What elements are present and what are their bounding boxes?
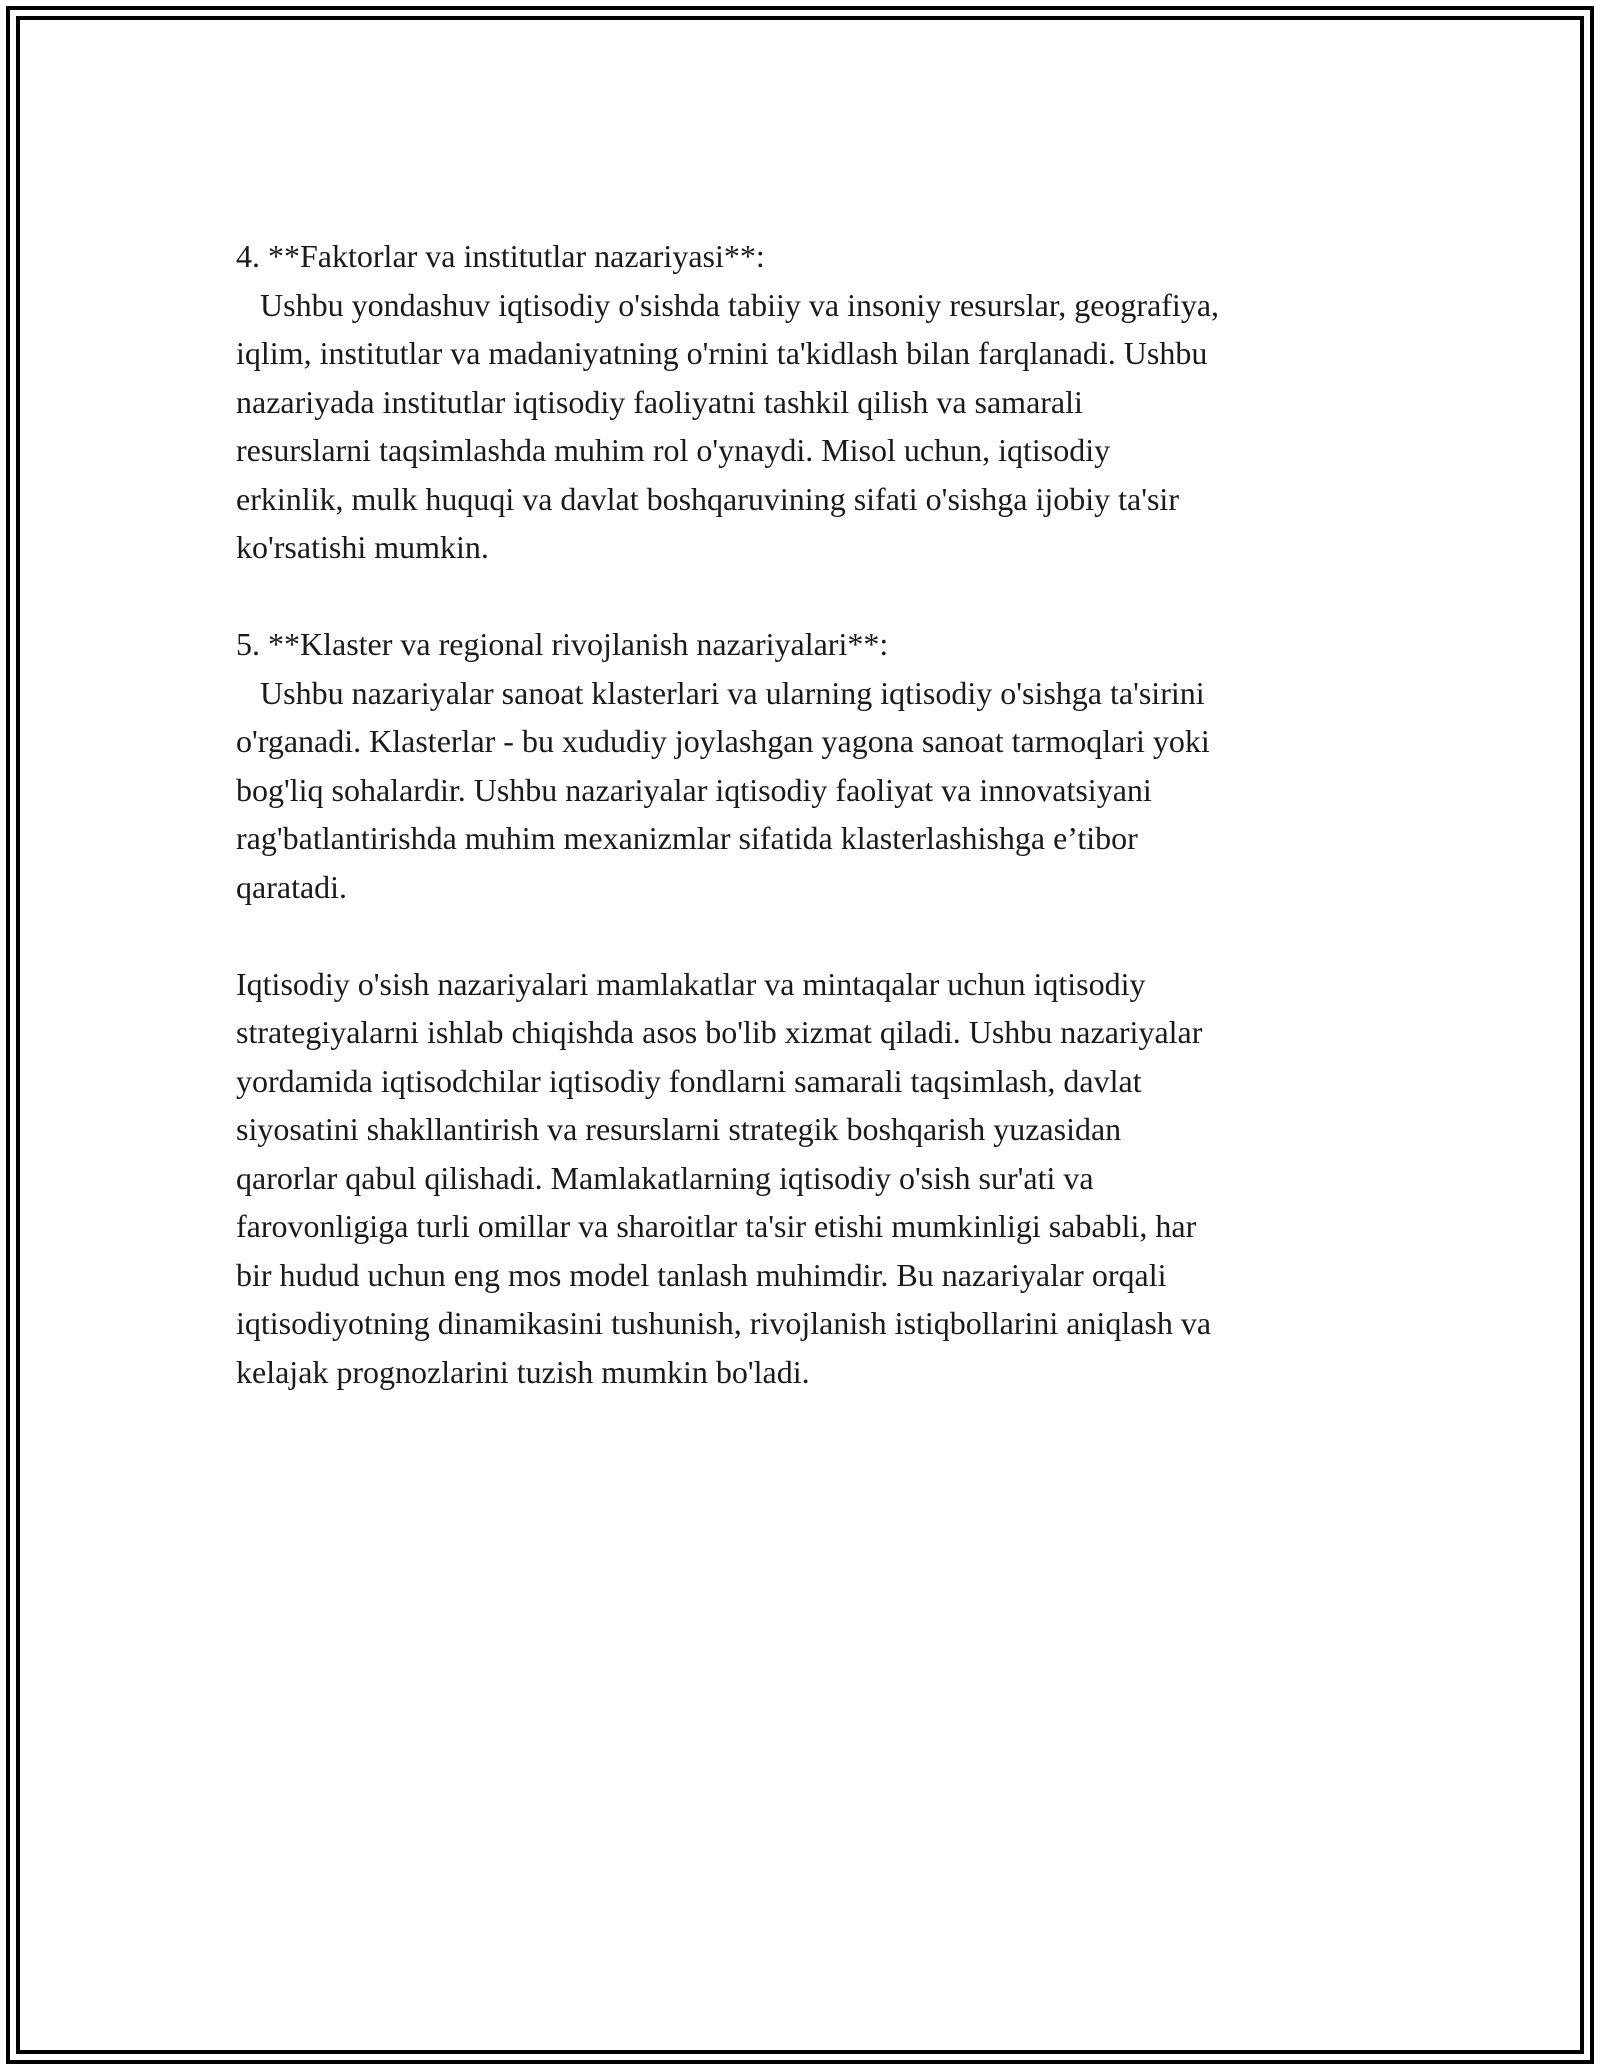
paragraph-line: erkinlik, mulk huquqi va davlat boshqaruvining sifati o'sishga ijobiy ta'sir <box>236 480 1179 517</box>
paragraph-line: kelajak prognozlarini tuzish mumkin bo'ladi. <box>236 1353 810 1390</box>
paragraph-line: qaratadi. <box>236 868 348 905</box>
paragraph-line: siyosatini shakllantirish va resurslarni strategik boshqarish yuzasidan <box>236 1111 1122 1147</box>
paragraph-line: iqlim, institutlar va madaniyatning o'rnini ta'kidlash bilan farqlanadi. Ushbu <box>236 335 1208 371</box>
paragraph-line: yordamida iqtisodchilar iqtisodiy fondlarni samarali taqsimlash, davlat <box>236 1062 1142 1099</box>
paragraph-line: rag'batlantirishda muhim mexanizmlar sifatida klasterlashishga e’tibor <box>236 820 1138 856</box>
paragraph-line: Iqtisodiy o'sish nazariyalari mamlakatlar va mintaqalar uchun iqtisodiy <box>236 965 1146 1002</box>
paragraph-line: Ushbu nazariyalar sanoat klasterlari va ularning iqtisodiy o'sishga ta'sirini <box>236 674 1205 711</box>
paragraph-line: nazariyada institutlar iqtisodiy faoliyatni tashkil qilish va samarali <box>236 383 1083 420</box>
paragraph-line: farovonligiga turli omillar va sharoitlar ta'sir etishi mumkinligi sababli, har <box>236 1208 1197 1244</box>
section-4 <box>236 232 1386 572</box>
section-heading: 4. **Faktorlar va institutlar nazariyasi**: <box>236 238 765 274</box>
paragraph-spacer <box>236 572 1386 621</box>
conclusion-paragraph <box>236 960 1386 1397</box>
paragraph-spacer <box>236 911 1386 960</box>
section-5 <box>236 620 1386 911</box>
paragraph-line: bog'liq sohalardir. Ushbu nazariyalar iqtisodiy faoliyat va innovatsiyani <box>236 771 1152 808</box>
document-body <box>236 232 1386 1396</box>
paragraph-line: o'rganadi. Klasterlar - bu xududiy joylashgan yagona sanoat tarmoqlari yoki <box>236 723 1210 759</box>
paragraph-line: qarorlar qabul qilishadi. Mamlakatlarning iqtisodiy o'sish sur'ati va <box>236 1159 1094 1196</box>
paragraph-line: Ushbu yondashuv iqtisodiy o'sishda tabiiy va insoniy resurslar, geografiya, <box>236 286 1220 323</box>
paragraph-line: iqtisodiyotning dinamikasini tushunish, rivojlanish istiqbollarini aniqlash va <box>236 1305 1212 1341</box>
paragraph-line: ko'rsatishi mumkin. <box>236 529 489 565</box>
paragraph-line: strategiyalarni ishlab chiqishda asos bo'lib xizmat qiladi. Ushbu nazariyalar <box>236 1014 1203 1050</box>
paragraph-line: resurslarni taqsimlashda muhim rol o'ynaydi. Misol uchun, iqtisodiy <box>236 432 1111 468</box>
paragraph-line: bir hudud uchun eng mos model tanlash muhimdir. Bu nazariyalar orqali <box>236 1256 1167 1293</box>
section-heading: 5. **Klaster va regional rivojlanish nazariyalari**: <box>236 626 889 662</box>
